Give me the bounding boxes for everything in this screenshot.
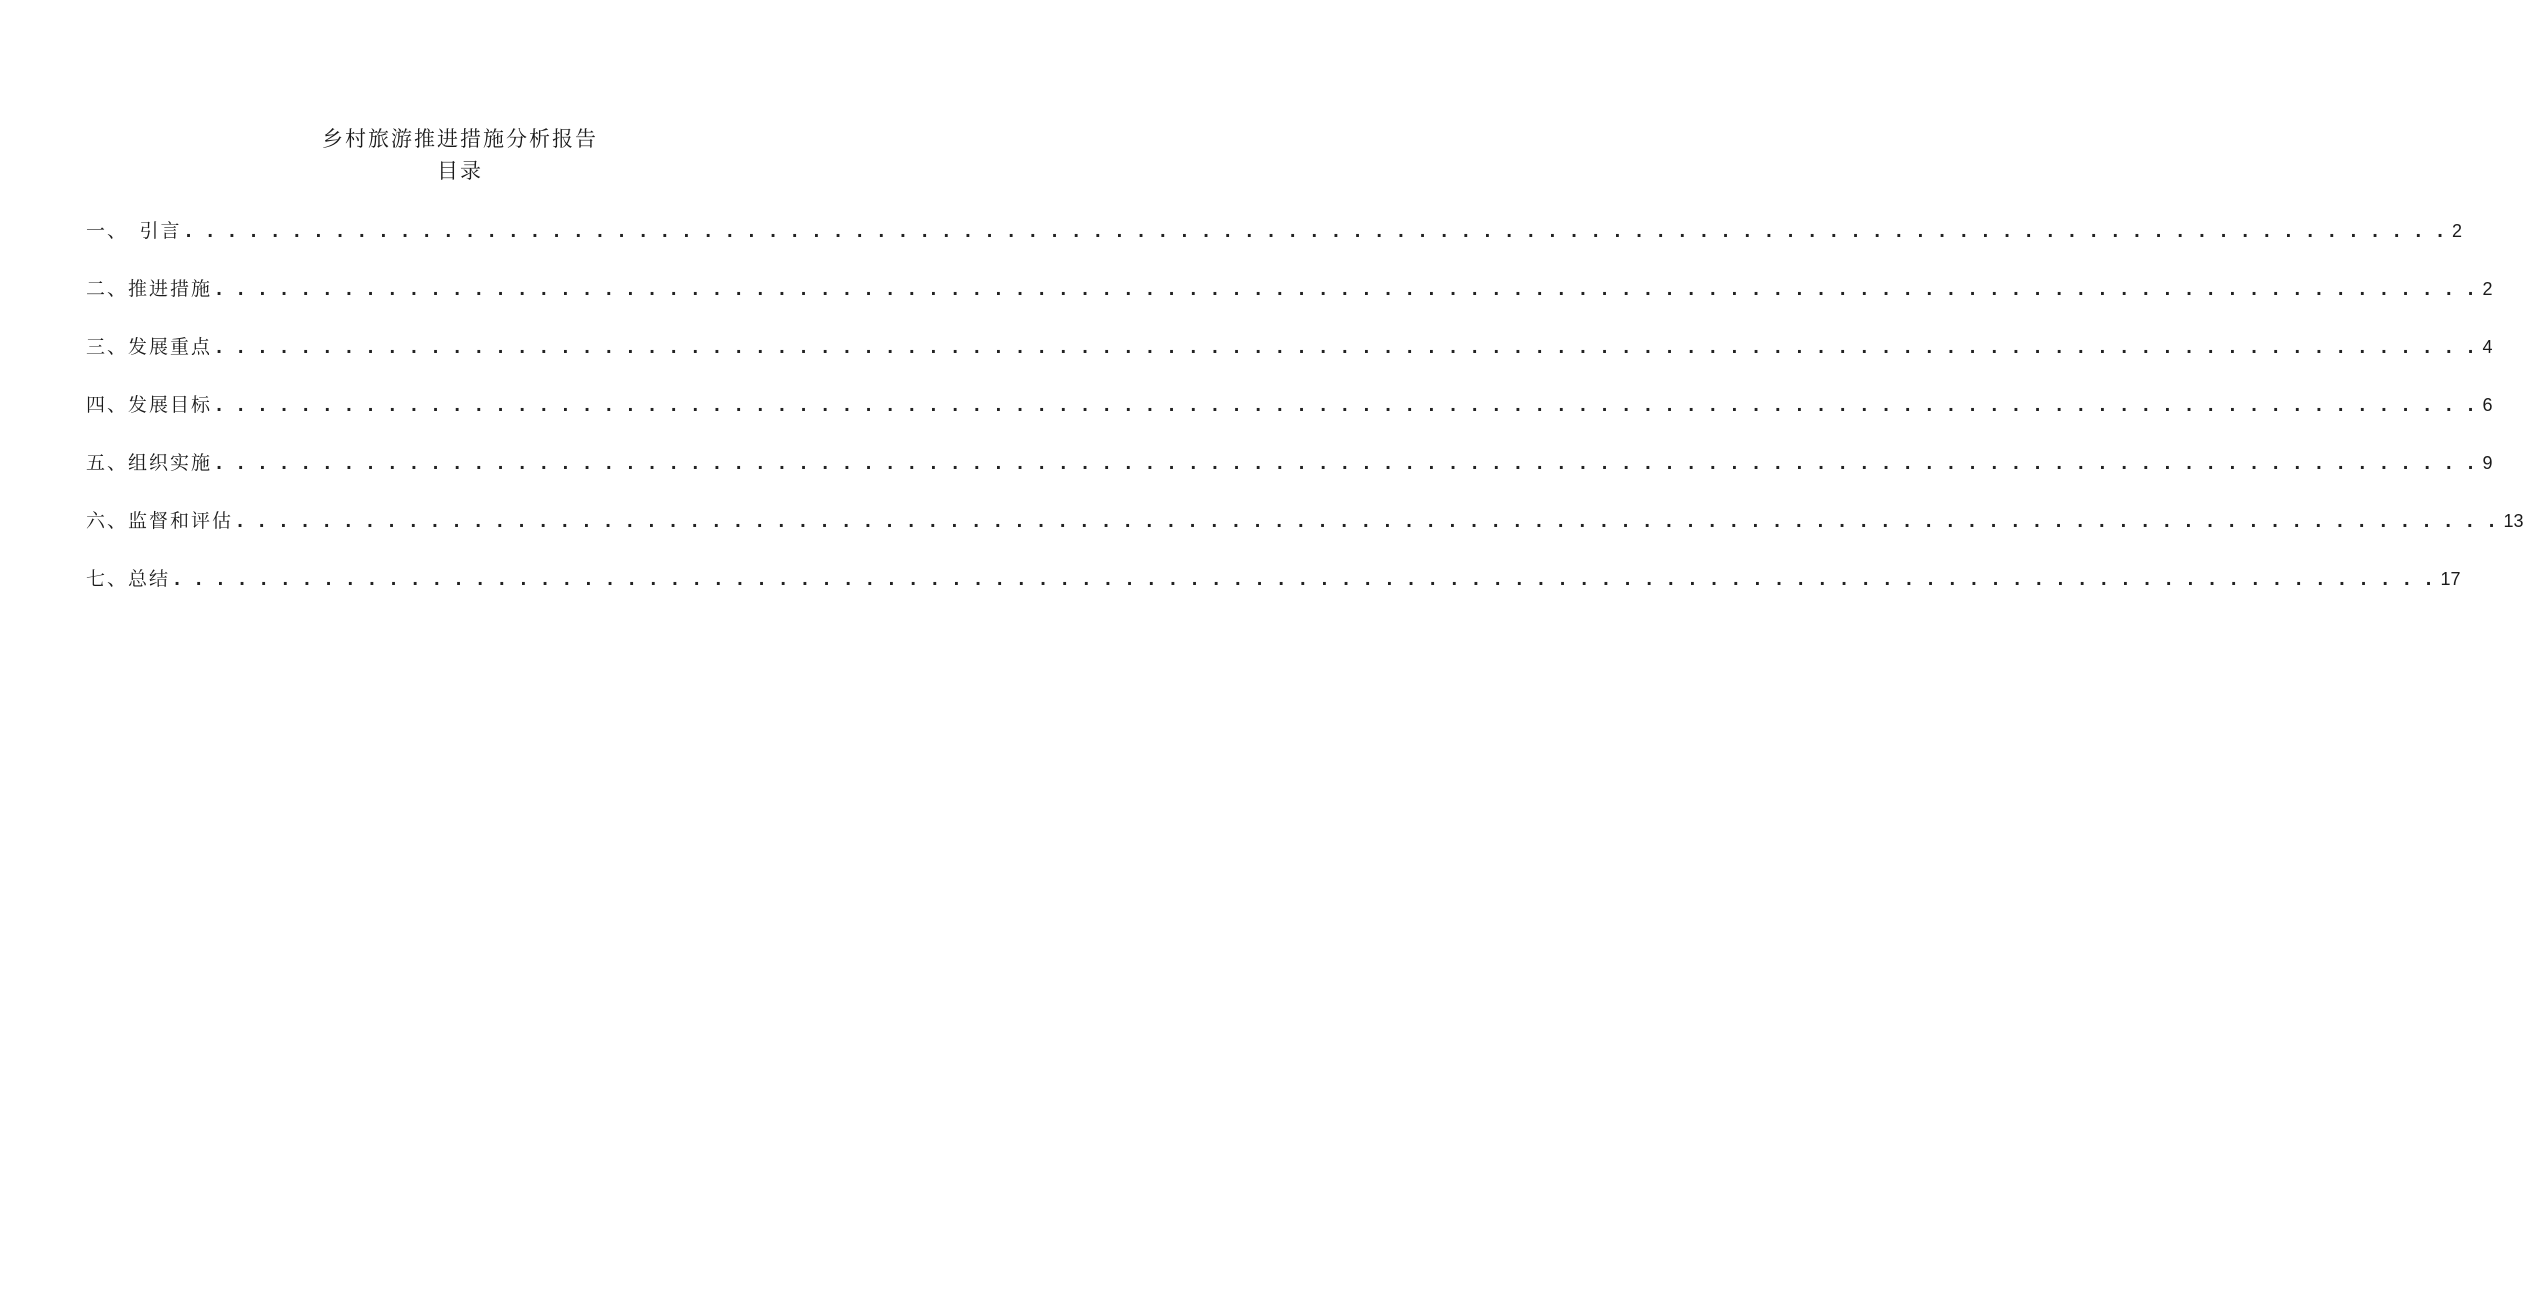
toc-entry-implementation[interactable] bbox=[86, 448, 2493, 506]
toc-page-number: 9 bbox=[2482, 453, 2493, 473]
toc-entry-label: 六、监督和评估 bbox=[86, 510, 234, 532]
toc-page-number: 2 bbox=[2452, 221, 2463, 241]
toc-entry-label: 五、组织实施 bbox=[86, 452, 213, 474]
toc-entry-goals[interactable] bbox=[86, 390, 2493, 448]
toc-entry-label: 三、发展重点 bbox=[86, 336, 213, 358]
toc-heading: 目录 bbox=[437, 159, 483, 183]
toc-entry-summary[interactable] bbox=[86, 564, 2461, 622]
toc-entry-label: 一、 引言 bbox=[86, 220, 182, 242]
toc-entry-focus[interactable] bbox=[86, 332, 2493, 390]
toc-dot-leader: . . . . . . . . . . . . . . . . . . . . . . . . . . . . . . . . . . . . . . . . . . . . . . . . . . . . . . . . . . . . . . . . . . . . . . . . . . . . . . . . . . . . . . . . . . . . . . . . . . . . . . . . . bbox=[185, 222, 2449, 241]
toc-dot-leader: . . . . . . . . . . . . . . . . . . . . . . . . . . . . . . . . . . . . . . . . . . . . . . . . . . . . . . . . . . . . . . . . . . . . . . . . . . . . . . . . . . . . . . . . . . . . . . . . . . . . . . . . . bbox=[216, 280, 2479, 299]
toc-page-number: 4 bbox=[2482, 337, 2493, 357]
toc-dot-leader: . . . . . . . . . . . . . . . . . . . . . . . . . . . . . . . . . . . . . . . . . . . . . . . . . . . . . . . . . . . . . . . . . . . . . . . . . . . . . . . . . . . . . . . . . . . . . . . . . . . . . . . . . bbox=[237, 512, 2500, 531]
toc-entry-label: 七、总结 bbox=[86, 568, 171, 590]
toc-page-number: 17 bbox=[2440, 569, 2461, 589]
toc-entry-label: 二、推进措施 bbox=[86, 278, 213, 300]
toc-entry-supervision[interactable] bbox=[86, 506, 2524, 564]
toc-entry-introduction[interactable] bbox=[86, 216, 2463, 274]
toc-dot-leader: . . . . . . . . . . . . . . . . . . . . . . . . . . . . . . . . . . . . . . . . . . . . . . . . . . . . . . . . . . . . . . . . . . . . . . . . . . . . . . . . . . . . . . . . . . . . . . . . . . . . . . . . . bbox=[216, 454, 2479, 473]
toc-dot-leader: . . . . . . . . . . . . . . . . . . . . . . . . . . . . . . . . . . . . . . . . . . . . . . . . . . . . . . . . . . . . . . . . . . . . . . . . . . . . . . . . . . . . . . . . . . . . . . . . . . . . . . . . . bbox=[216, 338, 2479, 357]
toc-dot-leader: . . . . . . . . . . . . . . . . . . . . . . . . . . . . . . . . . . . . . . . . . . . . . . . . . . . . . . . . . . . . . . . . . . . . . . . . . . . . . . . . . . . . . . . . . . . . . . . . . . . . . . . . . bbox=[216, 396, 2479, 415]
toc-page-number: 2 bbox=[2482, 279, 2493, 299]
table-of-contents bbox=[86, 216, 2524, 622]
toc-page-number: 13 bbox=[2503, 511, 2524, 531]
toc-page-number: 6 bbox=[2482, 395, 2493, 415]
toc-entry-measures[interactable] bbox=[86, 274, 2493, 332]
toc-dot-leader: . . . . . . . . . . . . . . . . . . . . . . . . . . . . . . . . . . . . . . . . . . . . . . . . . . . . . . . . . . . . . . . . . . . . . . . . . . . . . . . . . . . . . . . . . . . . . . . . . . . . . . . . . bbox=[174, 570, 2437, 589]
document-title: 乡村旅游推进措施分析报告 bbox=[322, 127, 598, 151]
toc-entry-label: 四、发展目标 bbox=[86, 394, 213, 416]
